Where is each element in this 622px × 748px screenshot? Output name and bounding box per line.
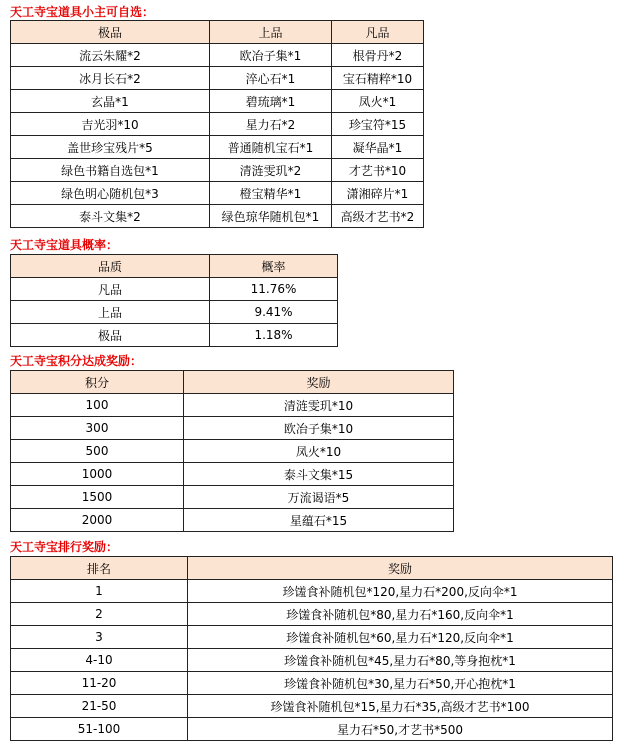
choose-cell: 清涟雯玑*2 bbox=[210, 159, 332, 182]
choose-cell: 凤火*1 bbox=[332, 90, 424, 113]
section-title-probability: 天工寺宝道具概率： bbox=[10, 238, 119, 252]
choose-cell: 普通随机宝石*1 bbox=[210, 136, 332, 159]
ranking-header-cell: 奖励 bbox=[188, 557, 613, 580]
probability-cell: 上品 bbox=[11, 301, 210, 324]
table-row bbox=[11, 44, 424, 67]
table-row bbox=[11, 182, 424, 205]
choose-header-cell: 凡品 bbox=[332, 21, 424, 44]
probability-cell: 1.18% bbox=[210, 324, 338, 347]
ranking-cell: 3 bbox=[11, 626, 188, 649]
table-row bbox=[11, 672, 613, 695]
points-header-row bbox=[11, 371, 454, 394]
table-row bbox=[11, 463, 454, 486]
choose-cell: 高级才艺书*2 bbox=[332, 205, 424, 228]
probability-table bbox=[10, 254, 338, 347]
choose-cell: 淬心石*1 bbox=[210, 67, 332, 90]
ranking-cell: 珍馐食补随机包*80,星力石*160,反向伞*1 bbox=[188, 603, 613, 626]
choose-cell: 绿色琼华随机包*1 bbox=[210, 205, 332, 228]
table-row bbox=[11, 205, 424, 228]
choose-header-row bbox=[11, 21, 424, 44]
ranking-table bbox=[10, 556, 613, 741]
points-cell: 500 bbox=[11, 440, 184, 463]
ranking-cell: 珍馐食补随机包*15,星力石*35,高级才艺书*100 bbox=[188, 695, 613, 718]
table-row bbox=[11, 718, 613, 741]
points-cell: 泰斗文集*15 bbox=[184, 463, 454, 486]
table-row bbox=[11, 417, 454, 440]
probability-cell: 11.76% bbox=[210, 278, 338, 301]
ranking-cell: 珍馐食补随机包*45,星力石*80,等身抱枕*1 bbox=[188, 649, 613, 672]
probability-cell: 极品 bbox=[11, 324, 210, 347]
table-row bbox=[11, 626, 613, 649]
table-row bbox=[11, 301, 338, 324]
probability-header-cell: 概率 bbox=[210, 255, 338, 278]
choose-cell: 盖世珍宝残片*5 bbox=[11, 136, 210, 159]
ranking-header-row bbox=[11, 557, 613, 580]
table-row bbox=[11, 580, 613, 603]
choose-cell: 绿色明心随机包*3 bbox=[11, 182, 210, 205]
points-cell: 清涟雯玑*10 bbox=[184, 394, 454, 417]
choose-cell: 泰斗文集*2 bbox=[11, 205, 210, 228]
choose-cell: 凝华晶*1 bbox=[332, 136, 424, 159]
ranking-cell: 珍馐食补随机包*120,星力石*200,反向伞*1 bbox=[188, 580, 613, 603]
table-row bbox=[11, 113, 424, 136]
points-cell: 1500 bbox=[11, 486, 184, 509]
ranking-cell: 2 bbox=[11, 603, 188, 626]
choose-cell: 碧琉璃*1 bbox=[210, 90, 332, 113]
table-row bbox=[11, 159, 424, 182]
table-row bbox=[11, 394, 454, 417]
ranking-cell: 1 bbox=[11, 580, 188, 603]
ranking-cell: 珍馐食补随机包*60,星力石*120,反向伞*1 bbox=[188, 626, 613, 649]
table-row bbox=[11, 486, 454, 509]
choose-cell: 玄晶*1 bbox=[11, 90, 210, 113]
points-cell: 凤火*10 bbox=[184, 440, 454, 463]
choose-header-cell: 极品 bbox=[11, 21, 210, 44]
probability-header-cell: 品质 bbox=[11, 255, 210, 278]
points-cell: 100 bbox=[11, 394, 184, 417]
choose-cell: 珍宝符*15 bbox=[332, 113, 424, 136]
choose-cell: 才艺书*10 bbox=[332, 159, 424, 182]
ranking-cell: 51-100 bbox=[11, 718, 188, 741]
table-row bbox=[11, 649, 613, 672]
choose-cell: 欧冶子集*1 bbox=[210, 44, 332, 67]
choose-cell: 根骨丹*2 bbox=[332, 44, 424, 67]
table-row bbox=[11, 90, 424, 113]
points-cell: 万流谒语*5 bbox=[184, 486, 454, 509]
probability-header-row bbox=[11, 255, 338, 278]
section-title-choose: 天工寺宝道具小主可自选： bbox=[10, 5, 155, 19]
choose-header-cell: 上品 bbox=[210, 21, 332, 44]
points-cell: 1000 bbox=[11, 463, 184, 486]
choose-cell: 吉光羽*10 bbox=[11, 113, 210, 136]
choose-cell: 星力石*2 bbox=[210, 113, 332, 136]
choose-cell: 冰月长石*2 bbox=[11, 67, 210, 90]
probability-cell: 凡品 bbox=[11, 278, 210, 301]
table-row bbox=[11, 324, 338, 347]
choose-cell: 流云朱耀*2 bbox=[11, 44, 210, 67]
table-row bbox=[11, 67, 424, 90]
choose-cell: 橙宝精华*1 bbox=[210, 182, 332, 205]
table-row bbox=[11, 278, 338, 301]
table-row bbox=[11, 603, 613, 626]
section-title-points: 天工寺宝积分达成奖励： bbox=[10, 354, 143, 368]
points-header-cell: 奖励 bbox=[184, 371, 454, 394]
table-row bbox=[11, 136, 424, 159]
points-cell: 300 bbox=[11, 417, 184, 440]
choose-table bbox=[10, 20, 424, 228]
choose-cell: 绿色书籍自选包*1 bbox=[11, 159, 210, 182]
table-row bbox=[11, 509, 454, 532]
choose-cell: 潇湘碎片*1 bbox=[332, 182, 424, 205]
points-table bbox=[10, 370, 454, 532]
table-row bbox=[11, 695, 613, 718]
points-cell: 2000 bbox=[11, 509, 184, 532]
table-row bbox=[11, 440, 454, 463]
ranking-header-cell: 排名 bbox=[11, 557, 188, 580]
ranking-cell: 11-20 bbox=[11, 672, 188, 695]
ranking-cell: 4-10 bbox=[11, 649, 188, 672]
ranking-cell: 21-50 bbox=[11, 695, 188, 718]
ranking-cell: 星力石*50,才艺书*500 bbox=[188, 718, 613, 741]
points-header-cell: 积分 bbox=[11, 371, 184, 394]
points-cell: 星蕴石*15 bbox=[184, 509, 454, 532]
section-title-ranking: 天工寺宝排行奖励： bbox=[10, 540, 119, 554]
points-cell: 欧冶子集*10 bbox=[184, 417, 454, 440]
ranking-cell: 珍馐食补随机包*30,星力石*50,开心抱枕*1 bbox=[188, 672, 613, 695]
choose-cell: 宝石精粹*10 bbox=[332, 67, 424, 90]
probability-cell: 9.41% bbox=[210, 301, 338, 324]
